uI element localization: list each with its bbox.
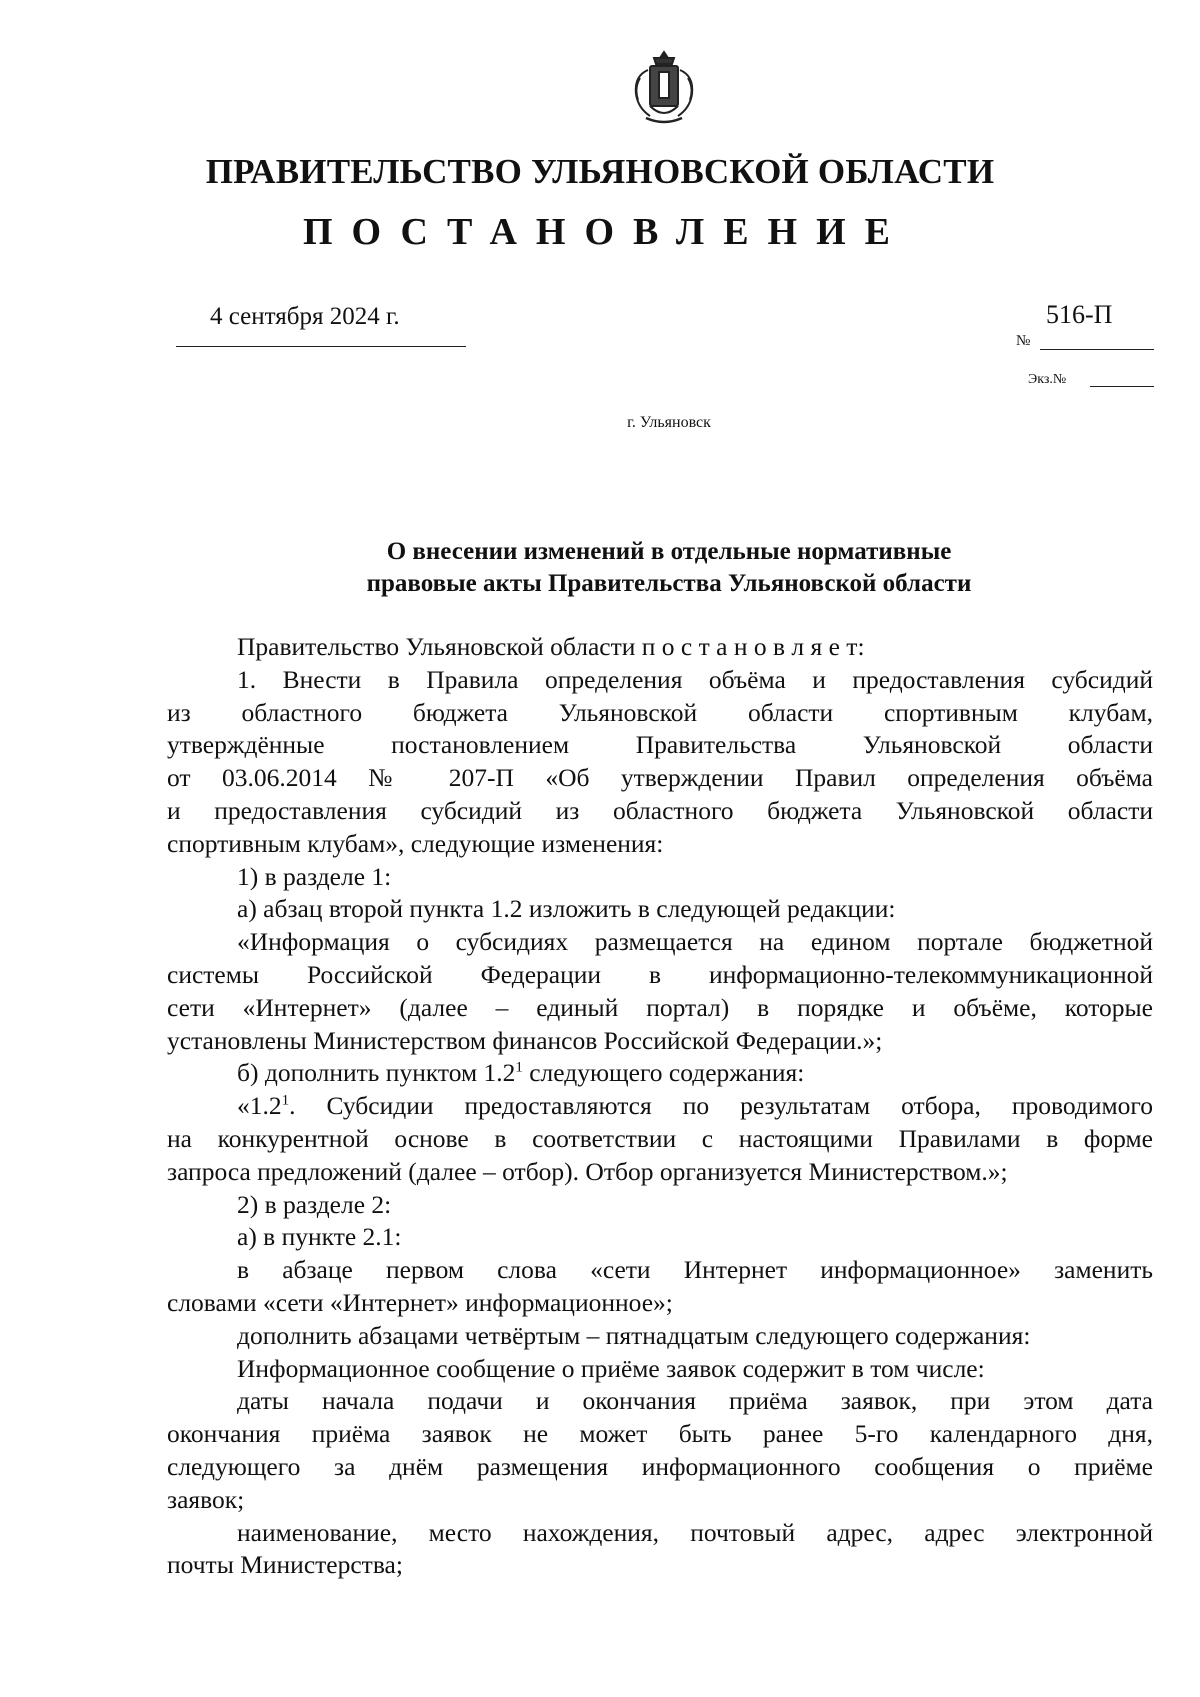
text-line: следующего за днём размещения информационного сообщения о приёме [167,1451,1153,1481]
text-line: словами «сети «Интернет» информационное»; [167,1287,673,1317]
document-number: 516-П [1046,300,1113,329]
subsection-1b: б) дополнить пунктом $1.2^1$ следующего содержания: [237,1058,805,1088]
text-line: системы Российской Федерации в информационно-телекоммуникационной [167,959,1153,989]
copy-number-label: Экз.№ [1028,372,1067,387]
text-line: 1. Внести в Правила определения объёма и предоставления субсидий [237,664,1153,694]
paragraph-5 [167,1385,1153,1516]
subsection-2a: а) в пункте 2.1: [237,1222,402,1252]
text-line: заявок; [167,1484,245,1514]
preamble: Правительство Ульяновской области п о с т а н о в л я е т: [237,632,865,661]
quote-2 [167,1090,1153,1188]
subsection-2: 2) в разделе 2: [237,1189,392,1219]
number-underline [1040,349,1154,350]
text-line: «$1.2^1$. Субсидии предоставляются по результатам отбора, проводимого [237,1091,1153,1121]
subsection-1: 1) в разделе 1: [237,861,392,891]
text-line: окончания приёма заявок не может быть ранее 5-го календарного дня, [167,1419,1153,1449]
subject-line: правовые акты Правительства Ульяновской области [366,570,972,597]
text-line: наименование, место нахождения, почтовый адрес, адрес электронной [237,1517,1153,1547]
document-type: ПОСТАНОВЛЕНИЕ [302,211,910,253]
text-line: на конкурентной основе в соответствии с настоящими Правилами в форме [167,1123,1153,1153]
paragraph-3: дополнить абзацами четвёртым – пятнадцатым следующего содержания: [237,1320,1031,1350]
text-line: установлены Министерством финансов Российской Федерации.»; [167,1025,883,1055]
document-body [167,631,1153,1582]
copy-number-underline [1090,386,1154,387]
organization-name: ПРАВИТЕЛЬСТВО УЛЬЯНОВСКОЙ ОБЛАСТИ [205,152,995,191]
coat-of-arms-icon [626,48,702,126]
quote-1 [167,926,1153,1057]
text-line: и предоставления субсидий из областного бюджета Ульяновской области [167,795,1153,825]
text-line: спортивным клубам», следующие изменения: [167,828,664,858]
text-line: от 03.06.2014 № 207-П «Об утверждении Правил определения объёма [167,763,1153,793]
document-date: 4 сентября 2024 г. [210,303,400,330]
subsection-1a: а) абзац второй пункта 1.2 изложить в следующей редакции: [237,894,896,924]
text-line: в абзаце первом слова «сети Интернет информационное» заменить [237,1255,1153,1285]
text-line: утверждённые постановлением Правительства Ульяновской области [167,730,1153,760]
city: г. Ульяновск [627,414,711,431]
subject-line: О внесении изменений в отдельные нормативные [386,538,952,565]
date-underline [176,346,466,347]
paragraph-1 [167,664,1153,861]
text-line: сети «Интернет» (далее – единый портал) в порядке и объёме, которые [167,992,1153,1022]
text-line: «Информация о субсидиях размещается на едином портале бюджетной [237,927,1153,957]
document-subject [0,536,1200,600]
text-line: почты Министерства; [167,1550,403,1580]
paragraph-2 [167,1254,1153,1320]
paragraph-6 [167,1517,1153,1583]
text-line: из областного бюджета Ульяновской области спортивным клубам, [167,697,1153,727]
text-line: запроса предложений (далее – отбор). Отбор организуется Министерством.»; [167,1156,1008,1186]
paragraph-4: Информационное сообщение о приёме заявок содержит в том числе: [237,1353,985,1383]
number-label: № [1016,333,1031,349]
text-line: даты начала подачи и окончания приёма заявок, при этом дата [237,1386,1153,1416]
